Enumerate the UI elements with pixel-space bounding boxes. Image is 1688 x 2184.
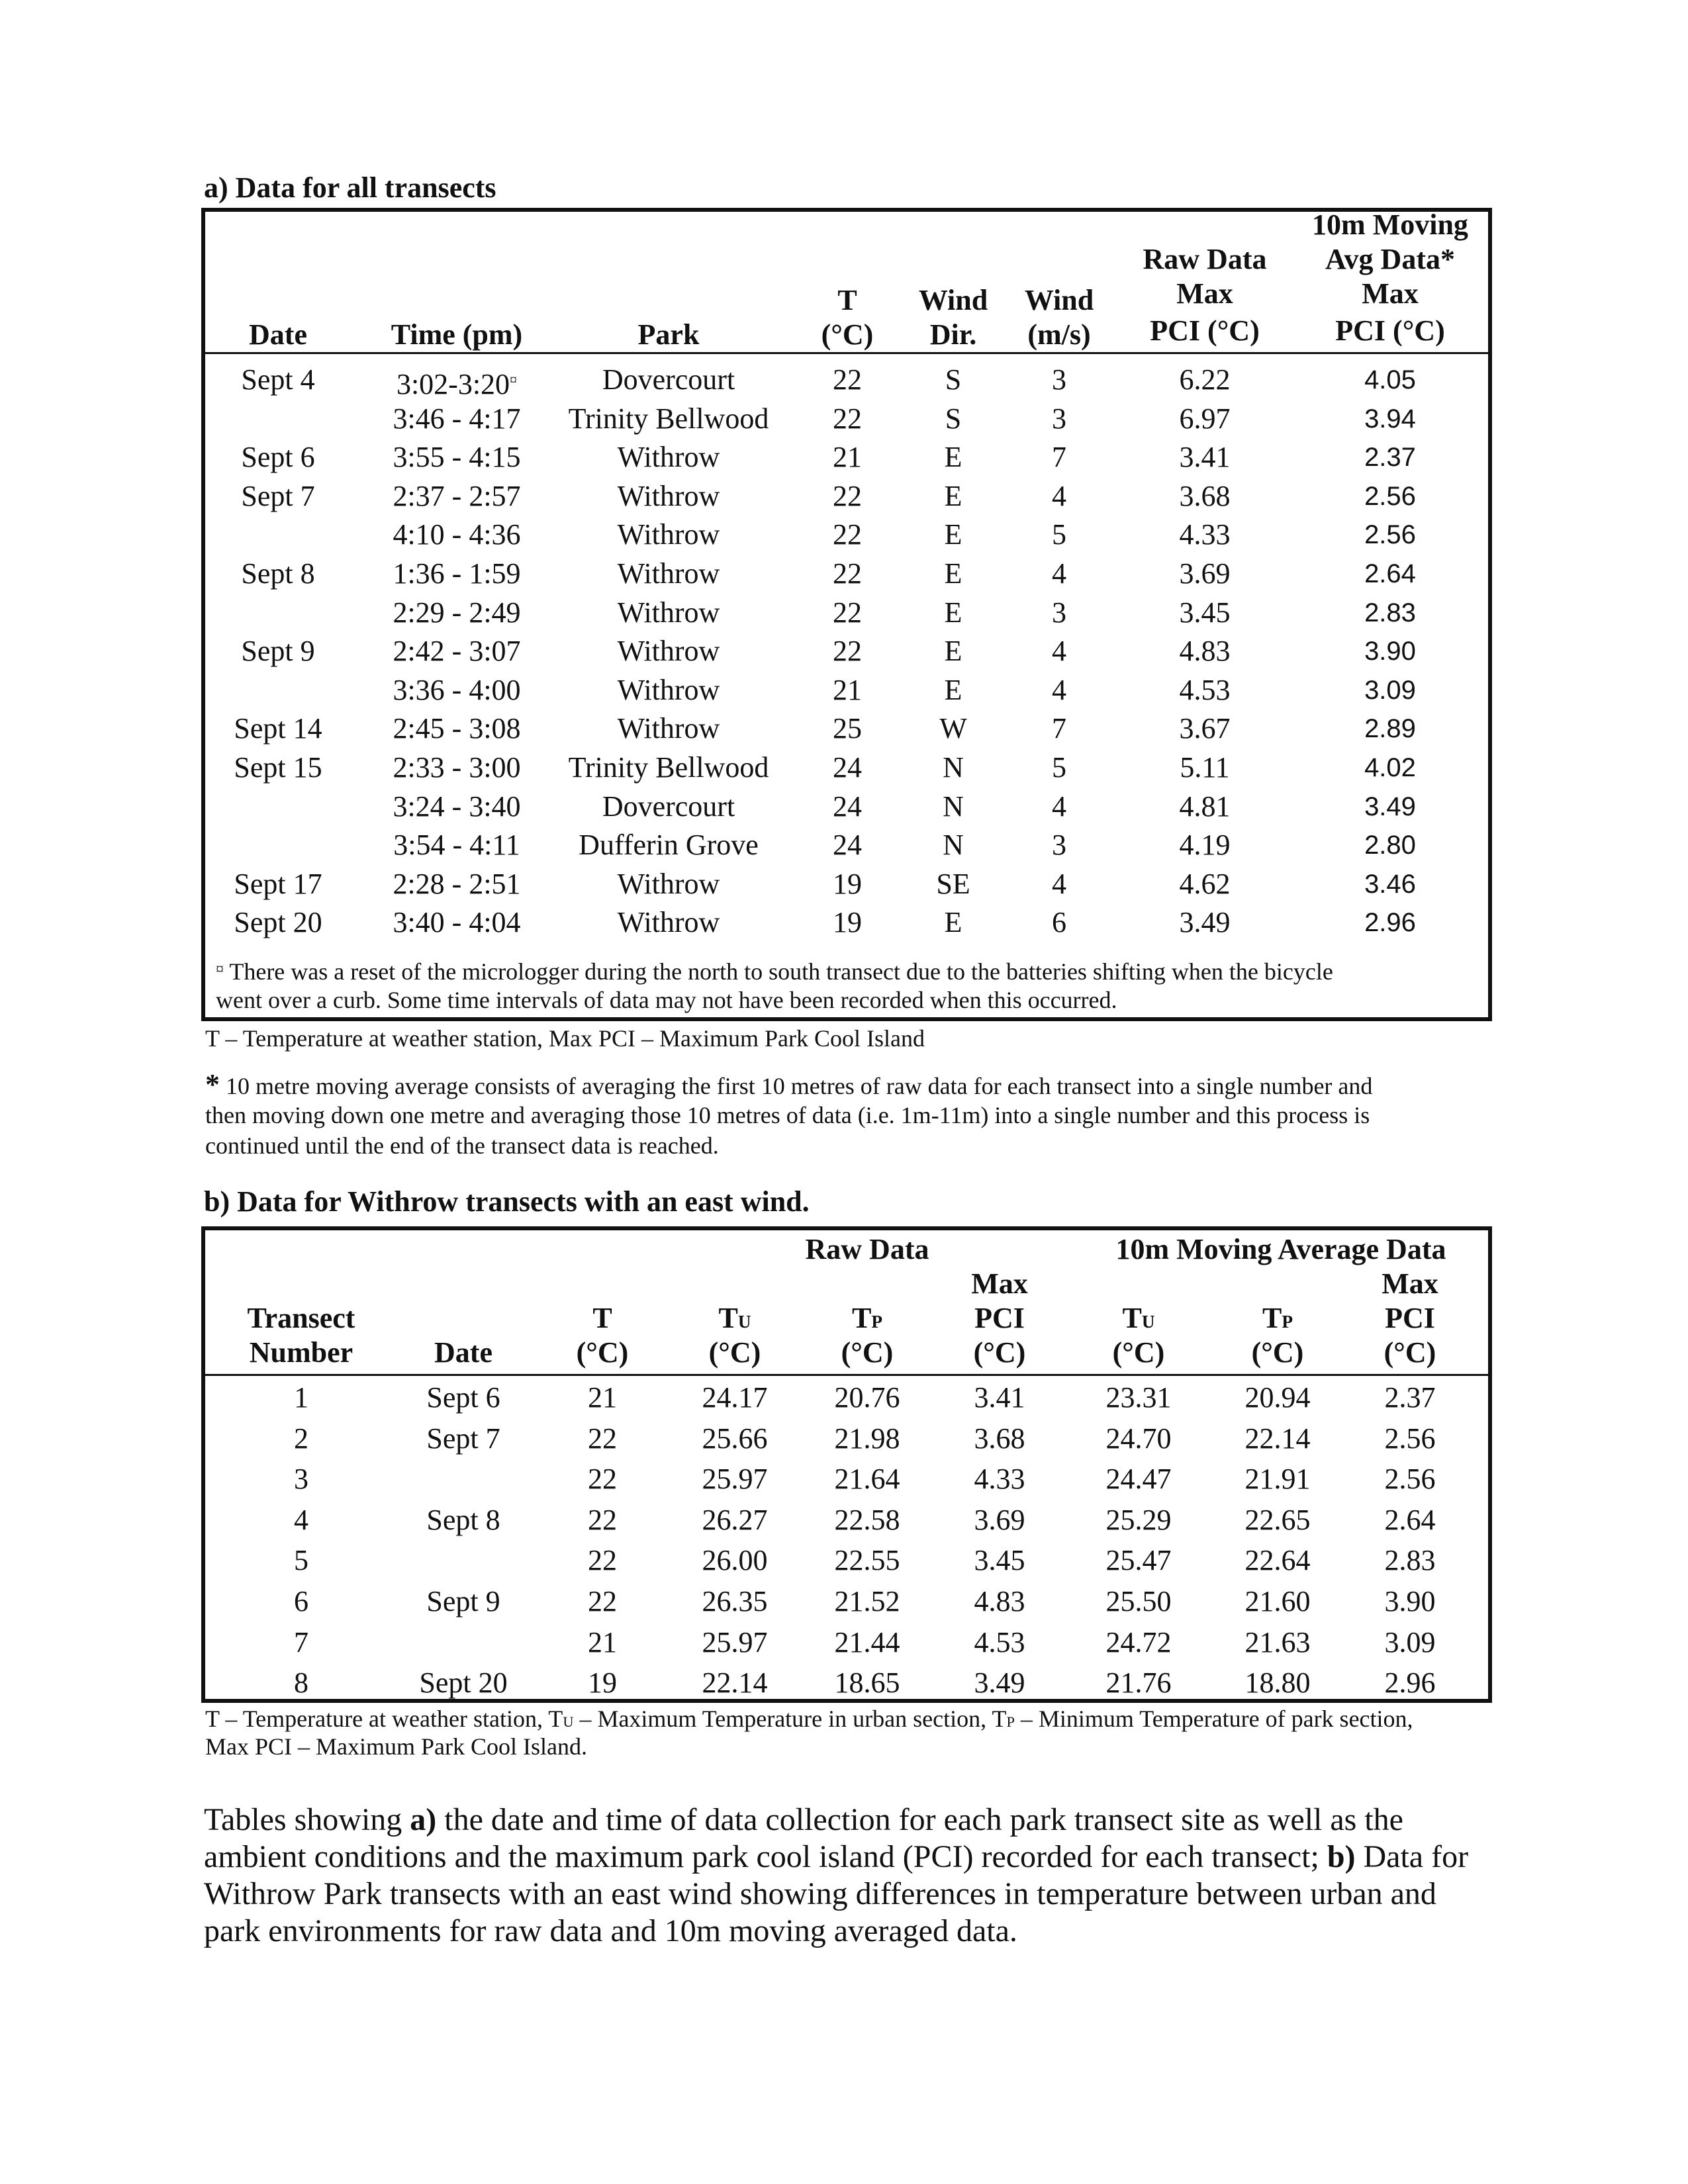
cell-atu: 23.31 [1105, 1381, 1172, 1414]
cell-tu: 26.35 [702, 1585, 768, 1617]
cell-wind: 3 [1052, 402, 1066, 435]
cell-park: Withrow [617, 479, 720, 512]
cell-tu: 25.97 [702, 1463, 768, 1496]
cell-date: Sept 20 [234, 906, 322, 939]
cell-wind: 4 [1052, 790, 1066, 823]
table-b-title: b) Data for Withrow transects with an east wind. [204, 1185, 810, 1218]
cell-apci: 2.64 [1384, 1503, 1436, 1536]
cell-date: Sept 6 [241, 441, 315, 474]
cell-dir: E [944, 635, 962, 668]
cell-raw: 4.33 [1179, 518, 1231, 551]
cell-time: 2:33 - 3:00 [393, 751, 521, 784]
header-wind-dir: Wind [918, 284, 988, 316]
cell-atp: 18.80 [1244, 1666, 1311, 1700]
cell-dir: E [944, 479, 962, 512]
cell-dir: E [944, 596, 962, 629]
cell-date: Sept 7 [241, 479, 315, 512]
cell-date: Sept 8 [426, 1503, 500, 1536]
cell-park: Trinity Bellwood [568, 751, 769, 784]
cell-tp: 21.64 [834, 1463, 900, 1496]
cell-tp: 20.76 [834, 1381, 900, 1414]
cell-t: 22 [833, 479, 862, 512]
cell-avg: 3.46 [1364, 869, 1416, 899]
cell-date: Sept 15 [234, 751, 322, 784]
cell-park: Dufferin Grove [579, 829, 759, 862]
cell-t: 22 [588, 1544, 617, 1577]
cell-park: Withrow [617, 906, 720, 939]
cell-avg: 2.80 [1364, 831, 1416, 860]
cell-wind: 3 [1052, 596, 1066, 629]
cell-tp: 21.98 [834, 1422, 900, 1455]
cell-wind: 5 [1052, 751, 1066, 784]
cell-tu: 22.14 [702, 1666, 768, 1700]
header-tp: TP [851, 1302, 882, 1334]
cell-atp: 22.65 [1244, 1503, 1311, 1536]
cell-avg: 3.94 [1364, 404, 1416, 433]
cell-date: Sept 20 [419, 1666, 508, 1700]
cell-date [225, 402, 331, 436]
cell-atu: 21.76 [1105, 1666, 1172, 1700]
cell-park: Dovercourt [602, 363, 735, 396]
header-pci-unit: (°C) [973, 1336, 1026, 1369]
cell-t: 24 [833, 829, 862, 862]
cell-wind: 5 [1052, 518, 1066, 551]
cell-tu: 24.17 [702, 1381, 768, 1414]
caption-line-2: ambient conditions and the maximum park cool island (PCI) recorded for each transect; b) Data for [204, 1839, 1469, 1874]
cell-dir: E [944, 673, 962, 706]
cell-park: Withrow [617, 867, 720, 900]
cell-apci: 2.37 [1384, 1381, 1436, 1414]
cell-date: Sept 4 [241, 363, 315, 396]
cell-time: 2:45 - 3:08 [393, 712, 521, 745]
cell-t: 22 [833, 518, 862, 551]
caption-line-3: Withrow Park transects with an east wind showing differences in temperature between urban and [204, 1876, 1436, 1911]
header-avg-tp-unit: (°C) [1251, 1336, 1304, 1369]
table-a-title: a) Data for all transects [204, 171, 496, 204]
cell-wind: 3 [1052, 363, 1066, 396]
note-text-1: 10 metre moving average consists of averaging the first 10 metres of raw data for each transect into a single number and [220, 1073, 1373, 1099]
cell-wind: 6 [1052, 906, 1066, 939]
cell-atu: 25.47 [1105, 1544, 1172, 1577]
cell-raw: 3.49 [1179, 906, 1231, 939]
header-date: Date [249, 318, 307, 351]
cell-raw: 3.69 [1179, 557, 1231, 590]
cell-time: 3:24 - 3:40 [393, 790, 521, 823]
cell-avg: 2.37 [1364, 443, 1416, 473]
cell-date [225, 673, 331, 707]
cell-time: 1:36 - 1:59 [393, 557, 521, 590]
header-avg-max: Max [1382, 1267, 1438, 1300]
cell-raw: 3.67 [1179, 712, 1231, 745]
cell-date: Sept 6 [426, 1381, 500, 1414]
cell-time: 2:28 - 2:51 [393, 867, 521, 900]
cell-dir: N [943, 751, 964, 784]
cell-apci: 2.96 [1384, 1666, 1436, 1700]
cell-time: 2:42 - 3:07 [393, 635, 521, 668]
header-time: Time (pm) [391, 318, 523, 351]
cell-date [225, 596, 331, 630]
cell-apci: 2.56 [1384, 1422, 1436, 1455]
table-b-legend-2: Max PCI – Maximum Park Cool Island. [205, 1733, 587, 1760]
header-moving-1: 10m Moving [1312, 208, 1468, 241]
cell-pci: 3.49 [974, 1666, 1025, 1700]
cell-wind: 3 [1052, 829, 1066, 862]
cell-dir: S [945, 363, 962, 396]
cell-apci: 2.56 [1384, 1463, 1436, 1496]
cell-tp: 22.58 [834, 1503, 900, 1536]
cell-apci: 3.09 [1384, 1625, 1436, 1659]
cell-raw: 4.83 [1179, 635, 1231, 668]
cell-date: Sept 7 [426, 1422, 500, 1455]
cell-dir: E [944, 557, 962, 590]
cell-t: 21 [588, 1625, 617, 1659]
header-tu: TU [718, 1302, 751, 1334]
cell-t: 22 [833, 402, 862, 435]
cell-t: 22 [588, 1422, 617, 1455]
cell-t: 19 [833, 906, 862, 939]
header-moving-2: Avg Data* [1325, 243, 1455, 275]
header-date: Date [434, 1336, 492, 1369]
cell-park: Dovercourt [602, 790, 735, 823]
header-raw-1: Raw Data [1143, 243, 1267, 275]
cell-wind: 4 [1052, 867, 1066, 900]
cell-wind: 4 [1052, 635, 1066, 668]
cell-time: 3:36 - 4:00 [393, 673, 521, 706]
cell-n: 1 [294, 1381, 308, 1414]
table-a-footnote-1 [216, 954, 1487, 987]
cell-t: 19 [588, 1666, 617, 1700]
cell-date: Sept 17 [234, 867, 322, 900]
cell-atp: 21.91 [1244, 1463, 1311, 1496]
header-wind-speed-unit: (m/s) [1027, 318, 1091, 351]
cell-raw: 3.41 [1179, 441, 1231, 474]
header-number: Number [249, 1336, 353, 1369]
cell-dir: E [944, 441, 962, 474]
cell-n: 4 [294, 1503, 308, 1536]
caption-line-1: Tables showing a) the date and time of data collection for each park transect site as well as the [204, 1802, 1403, 1837]
cell-pci: 3.41 [974, 1381, 1025, 1414]
cell-atu: 24.72 [1105, 1625, 1172, 1659]
cell-n: 3 [294, 1463, 308, 1496]
cell-time: 3:55 - 4:15 [393, 441, 521, 474]
cell-avg: 2.96 [1364, 908, 1416, 938]
header-max: Max [971, 1267, 1028, 1300]
cell-park: Withrow [617, 712, 720, 745]
header-avg-pci-unit: (°C) [1383, 1336, 1436, 1369]
cell-date [225, 828, 331, 862]
header-raw-3: PCI (°C) [1150, 314, 1260, 347]
cell-time: 3:46 - 4:17 [393, 402, 521, 435]
cell-tp: 18.65 [834, 1666, 900, 1700]
cell-avg: 3.49 [1364, 792, 1416, 821]
header-avg-tu-unit: (°C) [1112, 1336, 1165, 1369]
cell-avg: 2.56 [1364, 520, 1416, 550]
cell-time-text: 3:02-3:20 [396, 368, 510, 400]
table-a-header-rule [205, 352, 1488, 354]
cell-date: Sept 9 [426, 1585, 500, 1617]
cell-park: Withrow [617, 673, 720, 706]
header-raw-2: Max [1176, 277, 1233, 310]
moving-average-note-3: continued until the end of the transect data is reached. [205, 1132, 719, 1159]
cell-avg: 2.64 [1364, 559, 1416, 588]
cell-dir: N [943, 829, 964, 862]
cell-date [225, 790, 331, 824]
header-moving-3: Max [1362, 277, 1419, 310]
header-avg-tu: TU [1122, 1302, 1155, 1334]
cell-dir: SE [936, 867, 970, 900]
cell-n: 6 [294, 1585, 308, 1617]
cell-wind: 4 [1052, 673, 1066, 706]
cell-atu: 25.50 [1105, 1585, 1172, 1617]
cell-n: 2 [294, 1422, 308, 1455]
header-wind-speed: Wind [1024, 284, 1094, 316]
cell-date: Sept 8 [241, 557, 315, 590]
cell-park: Withrow [617, 596, 720, 629]
table-a-legend: T – Temperature at weather station, Max PCI – Maximum Park Cool Island [205, 1025, 925, 1052]
cell-time [371, 363, 543, 400]
cell-pci: 3.68 [974, 1422, 1025, 1455]
cell-avg: 2.56 [1364, 481, 1416, 511]
reset-mark: ¤ [510, 371, 518, 388]
footnote-mark: ¤ [216, 961, 224, 978]
cell-raw: 6.97 [1179, 402, 1231, 435]
cell-pci: 4.53 [974, 1625, 1025, 1659]
header-t: T [592, 1302, 612, 1334]
cell-pci: 4.83 [974, 1585, 1025, 1617]
cell-pci: 3.45 [974, 1544, 1025, 1577]
cell-atp: 20.94 [1244, 1381, 1311, 1414]
header-group-moving: 10m Moving Average Data [1115, 1233, 1446, 1265]
cell-raw: 6.22 [1179, 363, 1231, 396]
cell-tp: 22.55 [834, 1544, 900, 1577]
cell-time: 4:10 - 4:36 [393, 518, 521, 551]
cell-t: 24 [833, 751, 862, 784]
cell-pci: 4.33 [974, 1463, 1025, 1496]
cell-tp: 21.52 [834, 1585, 900, 1617]
header-avg-pci: PCI [1385, 1302, 1435, 1334]
header-t: T [837, 284, 857, 316]
cell-t: 22 [588, 1463, 617, 1496]
cell-date [404, 1462, 523, 1496]
cell-dir: E [944, 518, 962, 551]
cell-t: 21 [833, 441, 862, 474]
cell-raw: 4.19 [1179, 829, 1231, 862]
cell-t: 21 [588, 1381, 617, 1414]
header-t-unit: (°C) [576, 1336, 629, 1369]
cell-date [404, 1625, 523, 1660]
header-tp-unit: (°C) [841, 1336, 894, 1369]
cell-wind: 4 [1052, 557, 1066, 590]
cell-atp: 22.64 [1244, 1544, 1311, 1577]
cell-date [404, 1543, 523, 1578]
cell-dir: E [944, 906, 962, 939]
cell-avg: 3.90 [1364, 637, 1416, 666]
cell-t: 22 [588, 1585, 617, 1617]
cell-avg: 3.09 [1364, 675, 1416, 705]
cell-t: 24 [833, 790, 862, 823]
cell-tp: 21.44 [834, 1625, 900, 1659]
header-wind-dir-unit: Dir. [929, 318, 977, 351]
cell-time: 3:54 - 4:11 [393, 829, 520, 862]
footnote-text-1: There was a reset of the micrologger during the north to south transect due to the batteries shifting when the bicycle [224, 958, 1333, 985]
cell-n: 8 [294, 1666, 308, 1700]
cell-date: Sept 9 [241, 635, 315, 668]
cell-atp: 21.63 [1244, 1625, 1311, 1659]
cell-n: 7 [294, 1625, 308, 1659]
moving-average-note-2: then moving down one metre and averaging those 10 metres of data (i.e. 1m-11m) into a single number and this process is [205, 1102, 1370, 1128]
cell-pci: 3.69 [974, 1503, 1025, 1536]
cell-t: 22 [833, 596, 862, 629]
cell-atp: 21.60 [1244, 1585, 1311, 1617]
cell-t: 21 [833, 673, 862, 706]
cell-raw: 4.62 [1179, 867, 1231, 900]
cell-t: 25 [833, 712, 862, 745]
moving-average-note-1 [205, 1069, 1529, 1101]
header-moving-4: PCI (°C) [1335, 314, 1445, 347]
cell-atp: 22.14 [1244, 1422, 1311, 1455]
cell-park: Withrow [617, 518, 720, 551]
cell-avg: 4.05 [1364, 365, 1416, 394]
cell-time: 2:37 - 2:57 [393, 479, 521, 512]
cell-dir: W [939, 712, 967, 745]
cell-t: 22 [833, 363, 862, 396]
table-b-header-rule [205, 1374, 1488, 1376]
cell-tu: 26.00 [702, 1544, 768, 1577]
cell-raw: 5.11 [1180, 751, 1230, 784]
cell-date: Sept 14 [234, 712, 322, 745]
cell-wind: 4 [1052, 479, 1066, 512]
cell-atu: 24.47 [1105, 1463, 1172, 1496]
cell-raw: 4.81 [1179, 790, 1231, 823]
table-b-legend-1: T – Temperature at weather station, TU – Maximum Temperature in urban section, TP – Minimum Temperature of park section, [205, 1706, 1413, 1732]
cell-raw: 3.68 [1179, 479, 1231, 512]
header-park: Park [637, 318, 700, 351]
cell-t: 19 [833, 867, 862, 900]
cell-t: 22 [588, 1503, 617, 1536]
cell-dir: N [943, 790, 964, 823]
cell-atu: 25.29 [1105, 1503, 1172, 1536]
header-transect: Transect [247, 1302, 355, 1334]
cell-time: 2:29 - 2:49 [393, 596, 521, 629]
cell-n: 5 [294, 1544, 308, 1577]
cell-wind: 7 [1052, 712, 1066, 745]
cell-tu: 26.27 [702, 1503, 768, 1536]
cell-dir: S [945, 402, 962, 435]
cell-avg: 2.83 [1364, 598, 1416, 627]
cell-wind: 7 [1052, 441, 1066, 474]
header-t-unit: (°C) [821, 318, 874, 351]
cell-park: Withrow [617, 441, 720, 474]
cell-t: 22 [833, 557, 862, 590]
cell-raw: 3.45 [1179, 596, 1231, 629]
header-avg-tp: TP [1262, 1302, 1293, 1334]
cell-atu: 24.70 [1105, 1422, 1172, 1455]
header-tu-unit: (°C) [708, 1336, 761, 1369]
cell-tu: 25.66 [702, 1422, 768, 1455]
cell-park: Withrow [617, 557, 720, 590]
header-pci: PCI [974, 1302, 1025, 1334]
cell-avg: 2.89 [1364, 714, 1416, 744]
cell-raw: 4.53 [1179, 673, 1231, 706]
cell-tu: 25.97 [702, 1625, 768, 1659]
cell-apci: 2.83 [1384, 1544, 1436, 1577]
cell-time: 3:40 - 4:04 [393, 906, 521, 939]
cell-park: Withrow [617, 635, 720, 668]
cell-t: 22 [833, 635, 862, 668]
caption-line-4: park environments for raw data and 10m moving averaged data. [204, 1913, 1017, 1948]
header-group-raw: Raw Data [805, 1233, 929, 1265]
cell-apci: 3.90 [1384, 1585, 1436, 1617]
asterisk: * [205, 1068, 220, 1101]
cell-date [225, 518, 331, 552]
cell-avg: 4.02 [1364, 753, 1416, 782]
table-a-footnote-2: went over a curb. Some time intervals of data may not have been recorded when this occurred. [216, 987, 1117, 1013]
cell-park: Trinity Bellwood [568, 402, 769, 435]
